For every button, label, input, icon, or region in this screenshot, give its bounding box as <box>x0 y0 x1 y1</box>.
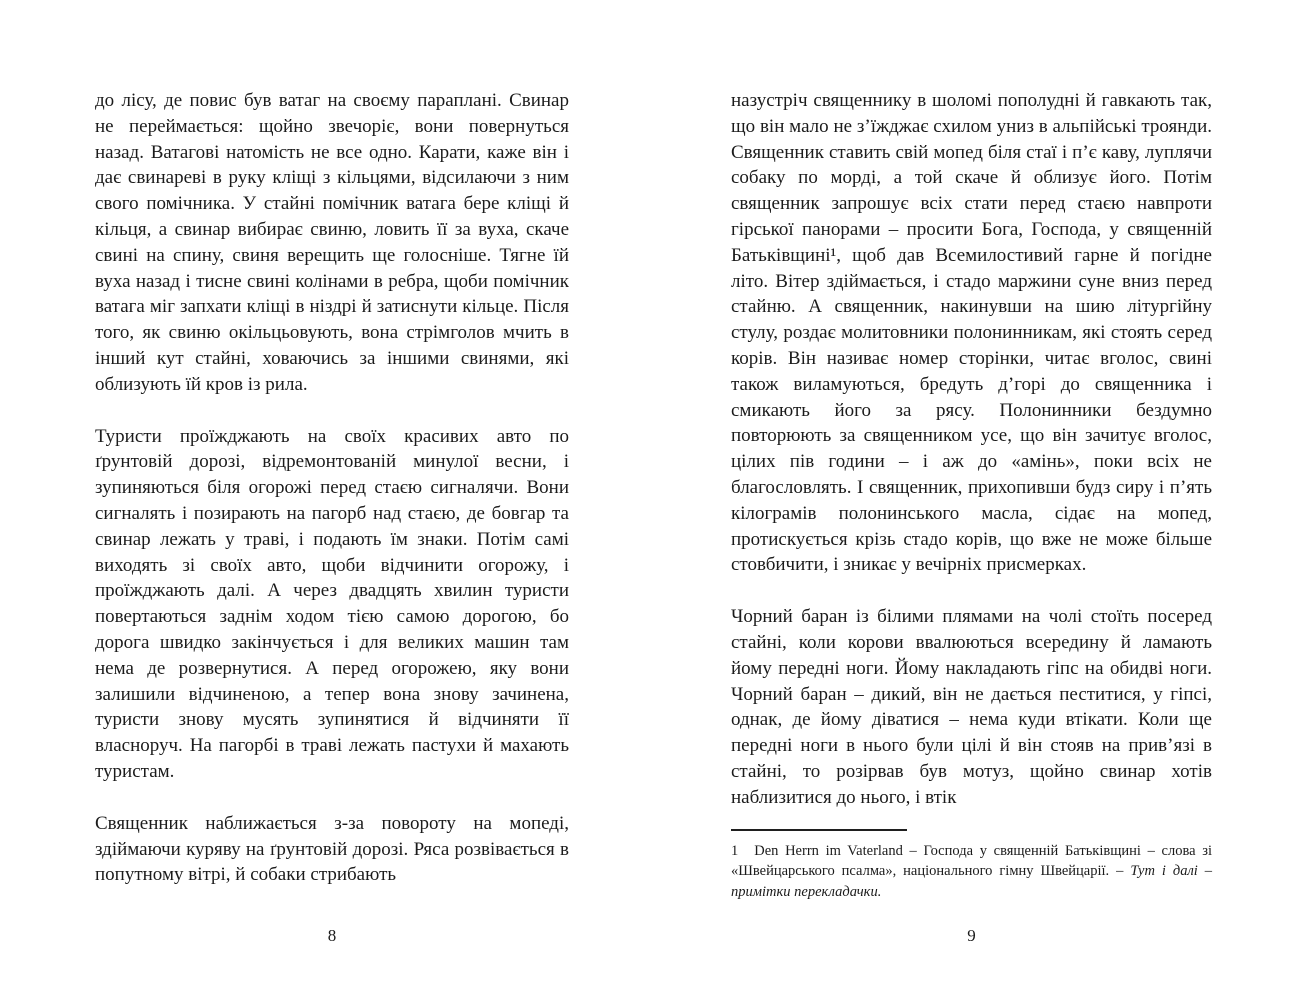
footnote-text <box>731 841 1212 903</box>
footnote <box>731 829 1212 903</box>
page-left-text <box>95 88 569 888</box>
paragraph: Чорний баран із білими плямами на чолі стоїть посеред стайні, коли корови ввалюються всередину й ламають йому передні ноги. Йому накладають гіпс на обидві ноги. Чорний баран – дикий, він не дається пеститися, у гіпсі, однак, де йому діватися – нема куди втікати. Коли ще передні ноги в нього були цілі й він стояв на прив’язі в стайні, то розірвав був мотуз, щойно свинар хотів наблизитися до нього, і втік <box>731 606 1212 808</box>
footnote-rule <box>731 829 907 831</box>
page-right-text <box>731 88 1212 811</box>
paragraph: Священник наближається з-за повороту на мопеді, здіймаючи куряву на ґрунтовій дорозі. Ряса розвівається в попутному вітрі, й собаки стрибають <box>95 812 569 886</box>
footnote-text-italic: Тут і далі – примітки перекладачки. <box>731 863 1212 900</box>
footnote-text-roman: Den Herrn im Vaterland – Господа у священній Батьківщині – слова зі «Швейцарського псалма», національного гімну Швейцарії. – <box>731 842 1212 880</box>
page-number-right: 9 <box>967 926 976 945</box>
page-right <box>731 88 1212 945</box>
page-left <box>95 88 569 945</box>
page-number-left: 8 <box>327 926 337 945</box>
paragraph: назустріч священнику в шоломі пополудні й гавкають так, що він мало не з’їжджає схилом униз в альпійські троянди. Священник ставить свій мопед біля стаї і п’є каву, луплячи собаку по морді, а той скаче й облизує його. Потім священник запрошує всіх стати перед стаєю навпроти гірської панорами – просити Бога, Господа, у священній Батьківщині¹, щоб дав Всемилостивий гарне й погідне літо. Вітер здіймається, і стадо маржини суне вниз перед стайню. А священник, накинувши на шию літургійну стулу, роздає молитовники полонинникам, які стоять серед корів. Він називає номер сторінки, читає вголос, свині також виламуються, бредуть д’горі до священника і смикають його за рясу. Полонинники бездумно повторюють за священником усе, що він зачитує вголос, цілих пів години – і аж до «амінь», поки всіх не благословлять. І священник, прихопивши будз сиру і п’ять кілограмів полонинського масла, сідає на мопед, протискується крізь стадо корів, що вже не може більше стовбичити, і зникає у вечірніх присмерках. <box>731 90 1212 576</box>
footnote-marker: 1 <box>731 842 739 859</box>
paragraph: до лісу, де повис був ватаг на своєму параплані. Свинар не переймається: щойно звечоріє, вони повернуться назад. Ватагові натомість не все одно. Карати, каже він і дає свинареві в руку кліщі з кільцями, відсилаючи з ним свого помічника. У стайні помічник ватага бере кліщі й кільця, а свинар вибирає свиню, ловить її за вуха, скаче свині на спину, свиня верещить ще голосніше. Тягне їй вуха назад і тисне свині колінами в ребра, щоби помічник ватага міг запхати кліщі в ніздрі й затиснути кільце. Після того, як свиню окільцьовують, вона стрімголов мчить в інший кут стайні, ховаючись за іншими свинями, які облизують їй кров із рила. <box>95 90 569 395</box>
paragraph: Туристи проїжджають на своїх красивих авто по ґрунтовій дорозі, відремонтованій минулої весни, і зупиняються біля огорожі перед стаєю сигналячи. Вони сигналять і позирають на пагорб над стаєю, де бовгар та свинар лежать у траві, і подають їм знаки. Потім самі виходять зі своїх авто, щоби відчинити огорожу, і проїжджають далі. А через двадцять хвилин туристи повертаються заднім ходом тією самою дорогою, бо дорога швидко закінчується і для великих машин там нема де розвернутися. А перед огорожею, яку вони залишили відчиненою, а тепер вона знову зачинена, туристи знову мусять зупинятися й відчиняти її власноруч. На пагорбі в траві лежать пастухи й махають туристам. <box>95 425 569 782</box>
